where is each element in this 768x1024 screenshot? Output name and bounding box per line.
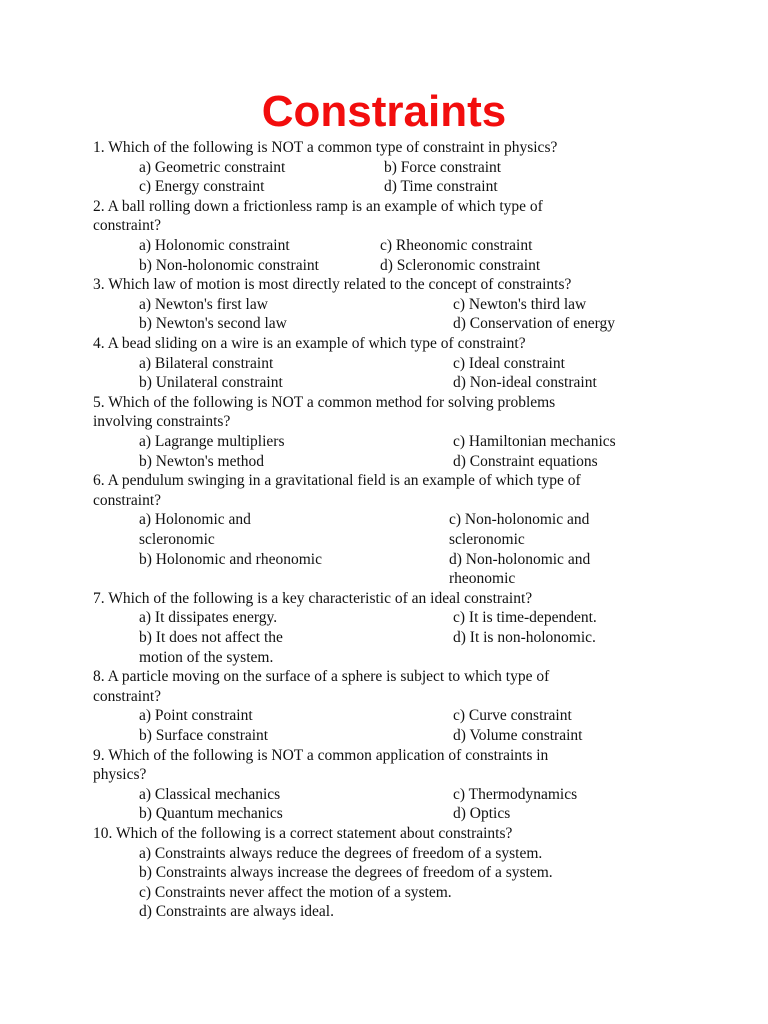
answer-option: b) Newton's method bbox=[139, 452, 265, 470]
answer-option: b) Constraints always increase the degrees of freedom of a system. bbox=[139, 864, 553, 882]
answer-option: b) Surface constraint bbox=[139, 727, 269, 744]
answer-option: b) Holonomic and rheonomic bbox=[139, 550, 322, 568]
answer-option: c) Thermodynamics bbox=[453, 785, 578, 803]
answer-option: a) Holonomic and bbox=[139, 511, 251, 529]
answer-option: a) Holonomic constraint bbox=[139, 237, 290, 254]
answer-option: a) Geometric constraint bbox=[139, 158, 286, 176]
answer-option: c) Non-holonomic and bbox=[449, 511, 590, 529]
answer-option: c) Hamiltonian mechanics bbox=[453, 433, 616, 450]
answer-option: motion of the system. bbox=[139, 648, 274, 666]
question-text: 4. A bead sliding on a wire is an example of which type of constraint? bbox=[93, 335, 526, 352]
question-text: 2. A ball rolling down a frictionless ramp is an example of which type of bbox=[93, 197, 543, 215]
question-text: 3. Which law of motion is most directly related to the concept of constraints? bbox=[93, 276, 572, 294]
question-text: 10. Which of the following is a correct statement about constraints? bbox=[93, 825, 513, 842]
question-text: 8. A particle moving on the surface of a sphere is subject to which type of bbox=[93, 668, 550, 686]
answer-option: a) Newton's first law bbox=[139, 295, 268, 313]
answer-option: rheonomic bbox=[449, 570, 516, 588]
question-text: 9. Which of the following is NOT a common application of constraints in bbox=[93, 746, 549, 764]
answer-option: c) It is time-dependent. bbox=[453, 609, 597, 627]
answer-option: d) It is non-holonomic. bbox=[453, 629, 596, 646]
question-text: constraint? bbox=[93, 687, 162, 705]
question-text: 6. A pendulum swinging in a gravitational field is an example of which type of bbox=[93, 472, 581, 490]
answer-option: c) Newton's third law bbox=[453, 295, 587, 313]
answer-option: b) Unilateral constraint bbox=[139, 374, 283, 392]
answer-option: c) Constraints never affect the motion of a system. bbox=[139, 883, 452, 901]
question-text: 7. Which of the following is a key characteristic of an ideal constraint? bbox=[93, 589, 533, 607]
answer-option: c) Rheonomic constraint bbox=[380, 237, 533, 254]
answer-option: d) Non-ideal constraint bbox=[453, 374, 597, 392]
answer-option: a) Point constraint bbox=[139, 707, 253, 725]
answer-option: b) Newton's second law bbox=[139, 315, 287, 333]
page-title: Constraints bbox=[261, 87, 507, 136]
answer-option: b) It does not affect the bbox=[139, 629, 283, 646]
question-text: 5. Which of the following is NOT a common method for solving problems bbox=[93, 393, 556, 411]
answer-option: a) Constraints always reduce the degrees of freedom of a system. bbox=[139, 844, 543, 862]
answer-option: a) Bilateral constraint bbox=[139, 354, 274, 372]
answer-option: d) Conservation of energy bbox=[453, 315, 615, 333]
answer-option: scleronomic bbox=[449, 531, 525, 548]
answer-option: c) Curve constraint bbox=[453, 707, 572, 725]
answer-option: d) Constraint equations bbox=[453, 452, 598, 470]
answer-option: a) Lagrange multipliers bbox=[139, 433, 285, 450]
answer-option: b) Quantum mechanics bbox=[139, 805, 283, 823]
answer-option: d) Constraints are always ideal. bbox=[139, 903, 334, 921]
question-text: constraint? bbox=[93, 491, 162, 509]
answer-option: a) Classical mechanics bbox=[139, 785, 281, 803]
question-text: constraint? bbox=[93, 217, 162, 235]
answer-option: d) Non-holonomic and bbox=[449, 550, 591, 568]
answer-option: c) Energy constraint bbox=[139, 178, 265, 196]
answer-option: d) Volume constraint bbox=[453, 727, 583, 744]
answer-option: c) Ideal constraint bbox=[453, 354, 565, 372]
answer-option: d) Scleronomic constraint bbox=[380, 256, 541, 274]
answer-option: d) Time constraint bbox=[384, 178, 498, 196]
answer-option: b) Force constraint bbox=[384, 158, 502, 176]
question-text: 1. Which of the following is NOT a common type of constraint in physics? bbox=[93, 139, 558, 156]
answer-option: d) Optics bbox=[453, 805, 511, 823]
answer-option: b) Non-holonomic constraint bbox=[139, 256, 319, 274]
answer-option: a) It dissipates energy. bbox=[139, 609, 278, 627]
answer-option: scleronomic bbox=[139, 531, 215, 548]
question-text: involving constraints? bbox=[93, 413, 231, 431]
question-text: physics? bbox=[93, 766, 147, 784]
